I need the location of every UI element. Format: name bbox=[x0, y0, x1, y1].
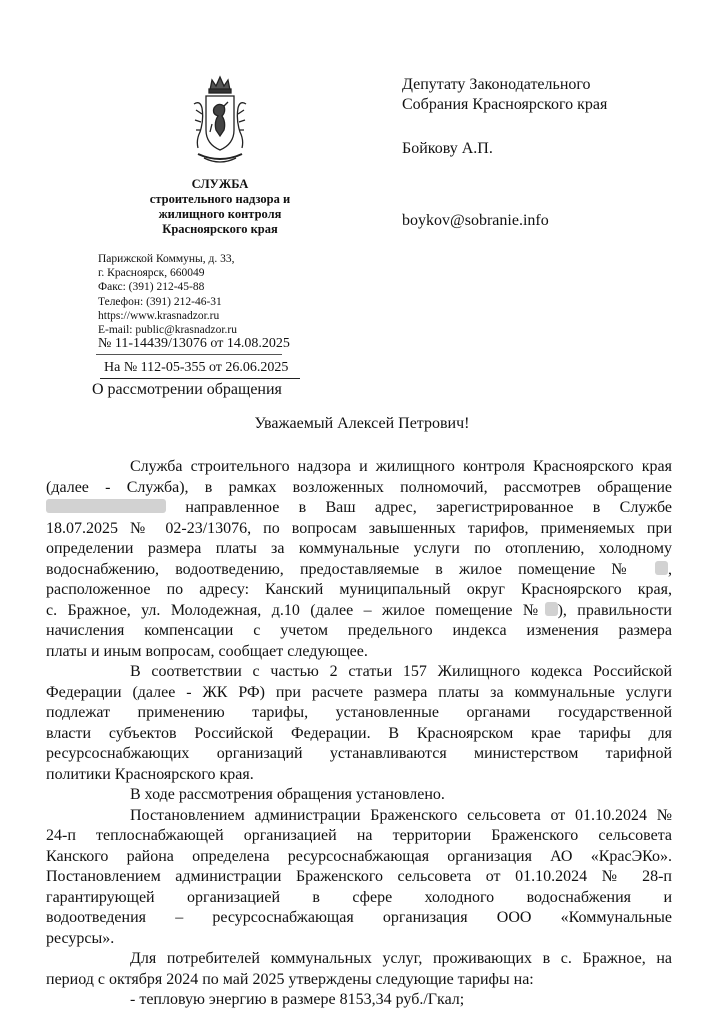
paragraph-2 bbox=[46, 662, 672, 785]
addressee-line-1: Депутату Законодательного bbox=[402, 76, 591, 93]
p1-line-8-text-b: ), правильности bbox=[557, 601, 672, 619]
p1-line-6-text: водоснабжению, водоотведению, предоставляемые в жилое помещение № bbox=[46, 560, 639, 578]
krasnoyarsk-coat-of-arms-icon bbox=[190, 74, 250, 168]
sender-address-line-2: г. Красноярск, 660049 bbox=[98, 267, 205, 280]
addressee-email: boykov@sobranie.info bbox=[402, 212, 549, 229]
p4-line-6: водоотведения – ресурсоснабжающая организация ООО «Коммунальные bbox=[46, 909, 672, 926]
paragraph-1 bbox=[46, 457, 672, 662]
letter-subject: О рассмотрении обращения bbox=[92, 381, 282, 398]
p4-line-5: гарантирующей организацией в сфере холодного водоснабжения и bbox=[46, 888, 672, 906]
sender-website: https://www.krasnadzor.ru bbox=[98, 309, 220, 322]
p2-line-1: В соответствии с частью 2 статьи 157 Жилищного кодекса Российской bbox=[130, 663, 672, 680]
p1-line-2: (далее - Служба), в рамках возложенных полномочий, рассмотрев обращение bbox=[46, 478, 672, 496]
paragraph-4 bbox=[46, 806, 672, 950]
p4-line-2: 24-п теплоснабжающей организацией на территории Браженского сельсовета bbox=[46, 827, 672, 844]
p1-line-5: определении размера платы за коммунальные услуги по отоплению, холодному bbox=[46, 540, 672, 557]
p1-line-6-end: , bbox=[668, 560, 672, 578]
paragraph-3: В ходе рассмотрения обращения установлено. bbox=[130, 786, 445, 803]
tariff-heat: - тепловую энергию в размере 8153,34 руб./Гкал; bbox=[130, 991, 465, 1008]
sender-address-line-1: Парижской Коммуны, д. 33, bbox=[98, 253, 235, 265]
p2-line-6: политики Красноярского края. bbox=[46, 765, 254, 783]
p1-line-9: начисления компенсации с учетом предельного индекса изменения размера bbox=[46, 622, 672, 639]
p1-line-10: платы и иным вопросам, сообщает следующее. bbox=[46, 642, 368, 660]
p2-line-5: ресурсоснабжающих организаций устанавливаются министерством тарифной bbox=[46, 745, 672, 762]
p1-line-3-text: направленное в Ваш адрес, зарегистрированное в Службе bbox=[185, 499, 672, 516]
letter-body bbox=[46, 457, 672, 1011]
p1-line-3 bbox=[88, 498, 672, 519]
redacted-block bbox=[545, 602, 558, 616]
greeting: Уважаемый Алексей Петрович! bbox=[254, 415, 470, 432]
org-line-1: СЛУЖБА bbox=[191, 177, 249, 191]
p1-line-1: Служба строительного надзора и жилищного контроля Красноярского края bbox=[130, 458, 672, 475]
p4-line-3: Канского района определена ресурсоснабжающая организация АО «КрасЭКо». bbox=[46, 847, 672, 865]
sender-fax: Факс: (391) 212-45-88 bbox=[98, 281, 205, 294]
p5-line-1: Для потребителей коммунальных услуг, проживающих в с. Бражное, на bbox=[130, 950, 672, 967]
p2-line-3: подлежат применению тарифы, установленные органами государственной bbox=[46, 704, 672, 721]
paragraph-6 bbox=[88, 990, 672, 1011]
org-line-3: жилищного контроля bbox=[158, 207, 282, 221]
p1-line-8 bbox=[46, 601, 672, 622]
p1-line-7: расположенное по адресу: Канский муниципальный округ Красноярского края, bbox=[46, 581, 672, 598]
sender-phone: Телефон: (391) 212-46-31 bbox=[98, 295, 222, 308]
p5-line-2: период с октября 2024 по май 2025 утверждены следующие тарифы на: bbox=[46, 970, 534, 988]
addressee-name: Бойкову А.П. bbox=[402, 140, 493, 157]
reference-number: На № 112-05-355 от 26.06.2025 bbox=[104, 360, 289, 375]
p1-line-6 bbox=[46, 560, 672, 581]
redacted-block bbox=[46, 499, 166, 513]
org-line-4: Красноярского края bbox=[162, 222, 278, 236]
separator-line bbox=[96, 354, 282, 355]
addressee-line-2: Собрания Красноярского края bbox=[402, 96, 608, 113]
redacted-block bbox=[655, 561, 668, 575]
p1-line-4: 18.07.2025 № 02-23/13076, по вопросам завышенных тарифов, применяемых при bbox=[46, 519, 672, 537]
sender-organization bbox=[120, 177, 320, 237]
paragraph-5 bbox=[46, 949, 672, 990]
reference-underline bbox=[100, 378, 300, 379]
p4-line-4: Постановлением администрации Браженского сельсовета от 01.10.2024 № 28-п bbox=[46, 868, 672, 885]
p1-line-8-text-a: с. Бражное, ул. Молодежная, д.10 (далее – жилое помещение № bbox=[46, 601, 545, 619]
p4-line-7: ресурсы». bbox=[46, 929, 115, 947]
sender-email: E-mail: public@krasnadzor.ru bbox=[98, 324, 237, 337]
registration-number: № 11-14439/13076 от 14.08.2025 bbox=[98, 336, 290, 351]
sender-contacts bbox=[98, 252, 237, 337]
p4-line-1: Постановлением администрации Браженского сельсовета от 01.10.2024 № bbox=[130, 806, 672, 824]
org-line-2: строительного надзора и bbox=[149, 192, 291, 206]
p2-line-2: Федерации (далее - ЖК РФ) при расчете размера платы за коммунальные услуги bbox=[46, 683, 672, 701]
addressee-block bbox=[402, 75, 607, 159]
p2-line-4: власти субъектов Российской Федерации. В Красноярском крае тарифы для bbox=[46, 724, 672, 742]
